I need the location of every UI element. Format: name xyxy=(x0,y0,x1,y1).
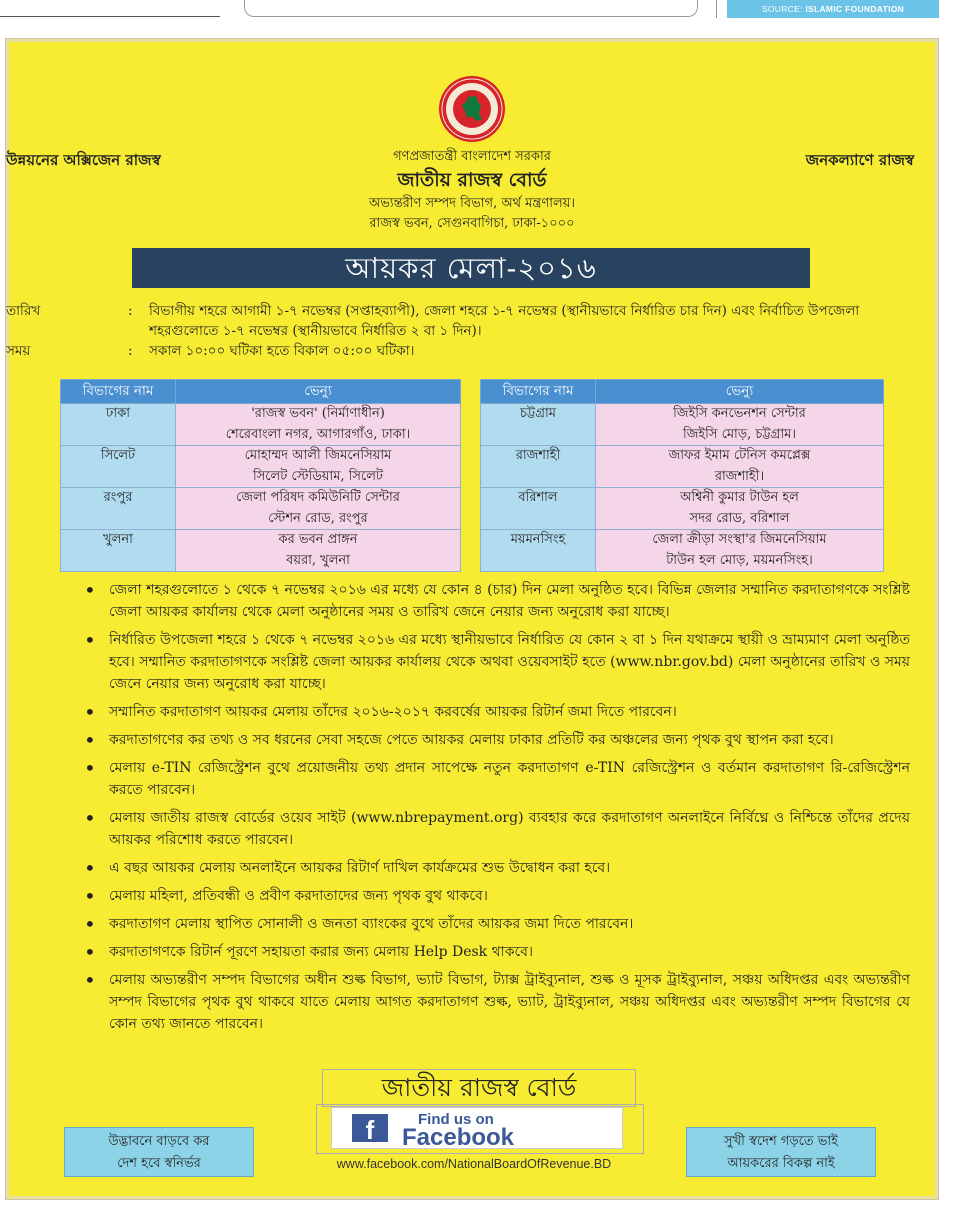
venue-line: জাফর ইমাম টেনিস কমপ্লেক্স xyxy=(668,448,811,463)
date-text: বিভাগীয় শহরে আগামী ১-৭ নভেম্বর (সপ্তাহব্যাপী), জেলা শহরে ১-৭ নভেম্বর (স্থানীয়ভাবে নির্ধারিত চার দিন) এবং নির্বাচিত উপজেলা শহরগুলোতে ১-৭ নভেম্বর (স্থানীয়ভাবে নির্ধারিত ২ বা ১ দিন)। xyxy=(149,303,860,339)
board-name: জাতীয় রাজস্ব বোর্ড xyxy=(397,169,547,191)
venue-line: জিইসি মোড়, চট্টগ্রাম। xyxy=(683,426,796,442)
board-address: রাজস্ব ভবন, সেগুনবাগিচা, ঢাকা-১০০০ xyxy=(369,216,575,231)
division-name: অভ্যন্তরীণ সম্পদ বিভাগ, অর্থ মন্ত্রণালয়। xyxy=(368,196,576,211)
date-row xyxy=(6,301,938,341)
venue-line: স্টেশন রোড, রংপুর xyxy=(268,510,368,526)
top-vertical-divider xyxy=(716,0,717,18)
slogan-line: দেশ হবে স্বনির্ভর xyxy=(117,1156,201,1171)
division-header: বিভাগের নাম xyxy=(481,380,596,404)
division-cell: রংপুর xyxy=(61,488,176,530)
venue-cell xyxy=(596,530,884,572)
venue-line: সিলেট স্টেডিয়াম, সিলেট xyxy=(252,468,383,484)
date-label: তারিখ xyxy=(6,303,41,319)
source-name: ISLAMIC FOUNDATION xyxy=(805,4,905,14)
header-center-block xyxy=(256,147,688,234)
top-divider-line xyxy=(0,16,220,17)
header-left-slogan: উন্নয়নের অক্সিজেন রাজস্ব xyxy=(6,151,161,169)
venue-line: অশ্বিনী কুমার টাউন হল xyxy=(680,490,799,505)
venue-table-left xyxy=(60,379,461,572)
facebook-find-text: Find us on xyxy=(418,1111,494,1128)
division-header: বিভাগের নাম xyxy=(61,380,176,404)
venue-header: ভেন্যু xyxy=(596,380,884,404)
facebook-url-link[interactable]: www.facebook.com/NationalBoardOfRevenue.BD xyxy=(336,1157,612,1171)
venue-cell xyxy=(176,530,461,572)
division-cell: বরিশাল xyxy=(481,488,596,530)
source-prefix: SOURCE: xyxy=(761,4,803,14)
division-cell: সিলেট xyxy=(61,446,176,488)
venue-cell xyxy=(596,488,884,530)
top-frame xyxy=(244,0,698,17)
venue-cell xyxy=(176,404,461,446)
venue-line: জেলা ক্রীড়া সংস্থা'র জিমনেসিয়াম xyxy=(652,532,827,547)
list-item: • করদাতাগণের কর তথ্য ও সব ধরনের সেবা সহজে পেতে আয়কর মেলায় ঢাকার প্রতিটি কর অঞ্চলের জন্য পৃথক বুথ স্থাপন করা হবে। xyxy=(109,729,910,751)
table-row xyxy=(61,404,461,446)
time-label: সময় xyxy=(6,343,31,359)
venue-line: জেলা পরিষদ কমিউনিটি সেন্টার xyxy=(236,490,400,505)
venue-table-right xyxy=(480,379,884,572)
notice-list xyxy=(6,579,938,1041)
venue-cell xyxy=(596,404,884,446)
list-item: • জেলা শহরগুলোতে ১ থেকে ৭ নভেম্বর ২০১৬ এর মধ্যে যে কোন ৪ (চার) দিন মেলা অনুষ্ঠিত হবে। বিভিন্ন জেলার সম্মানিত করদাতাগণকে সংশ্লিষ্ট জেলা আয়কর কার্যালয় থেকে মেলা অনুষ্ঠানের সময় ও তারিখ জেনে নেয়ার জন্য অনুরোধ করা যাচ্ছে। xyxy=(109,579,910,623)
division-cell: চট্টগ্রাম xyxy=(481,404,596,446)
list-item: • করদাতাগণকে রিটার্ন পূরণে সহায়তা করার জন্য মেলায় Help Desk থাকবে। xyxy=(109,941,910,963)
facebook-icon: f xyxy=(352,1114,388,1142)
division-cell: ঢাকা xyxy=(61,404,176,446)
venue-line: সদর রোড, বরিশাল xyxy=(689,510,790,526)
table-row xyxy=(481,446,884,488)
footer-slogan-right xyxy=(686,1127,876,1177)
government-name: গণপ্রজাতন্ত্রী বাংলাদেশ সরকার xyxy=(393,149,551,164)
time-colon: : xyxy=(128,343,133,359)
list-item: • মেলায় e-TIN রেজিস্ট্রেশন বুথে প্রয়োজনীয় তথ্য প্রদান সাপেক্ষে নতুন করদাতাগণ e-TIN রেজিস্ট্রেশন ও বর্তমান করদাতাগণ রি-রেজিস্ট্রেশন করতে পারবেন। xyxy=(109,757,910,801)
venue-cell xyxy=(596,446,884,488)
table-row xyxy=(61,446,461,488)
venue-header: ভেন্যু xyxy=(176,380,461,404)
source-credit xyxy=(727,0,939,18)
fair-title-banner: আয়কর মেলা-২০১৬ xyxy=(132,248,810,288)
table-row xyxy=(61,488,461,530)
venue-cell xyxy=(176,488,461,530)
slogan-line: উদ্ভাবনে বাড়বে কর xyxy=(108,1134,210,1149)
division-cell: ময়মনসিংহ xyxy=(481,530,596,572)
table-row xyxy=(481,488,884,530)
list-item: • মেলায় মহিলা, প্রতিবন্ধী ও প্রবীণ করদাতাদের জন্য পৃথক বুথ থাকবে। xyxy=(109,885,910,907)
list-item: • সম্মানিত করদাতাগণ আয়কর মেলায় তাঁদের ২০১৬-২০১৭ করবর্ষের আয়কর রিটার্ন জমা দিতে পারবেন। xyxy=(109,701,910,723)
time-row xyxy=(6,341,938,361)
list-item: • নির্ধারিত উপজেলা শহরে ১ থেকে ৭ নভেম্বর ২০১৬ এর মধ্যে স্থানীয়ভাবে নির্ধারিত যে কোন ২ বা ১ দিন যথাক্রমে স্থায়ী ও ভ্রাম্যমাণ মেলা অনুষ্ঠিত হবে। সম্মানিত করদাতাগণকে সংশ্লিষ্ট জেলা আয়কর কার্যালয় থেকে অথবা ওয়েবসাইট হতে (www.nbr.gov.bd) মেলা অনুষ্ঠানের তারিখ ও সময় জেনে নেয়ার জন্য অনুরোধ করা যাচ্ছে। xyxy=(109,629,910,695)
header-right-slogan: জনকল্যাণে রাজস্ব xyxy=(805,151,914,169)
list-item: • করদাতাগণ মেলায় স্থাপিত সোনালী ও জনতা ব্যাংকের বুথে তাঁদের আয়কর জমা দিতে পারবেন। xyxy=(109,913,910,935)
government-emblem-icon xyxy=(438,75,506,143)
list-item: • এ বছর আয়কর মেলায় অনলাইনে আয়কর রিটার্ণ দাখিল কার্যক্রমের শুভ উদ্বোধন করা হবে। xyxy=(109,857,910,879)
venue-line: মোহাম্মদ আলী জিমনেসিয়াম xyxy=(244,448,392,463)
venue-line: রাজশাহী। xyxy=(714,468,765,484)
list-item: • মেলায় জাতীয় রাজস্ব বোর্ডের ওয়েব সাইট (www.nbrepayment.org) ব্যবহার করে করদাতাগণ অনলাইনে নির্বিঘ্নে ও নিশ্চিন্তে তাঁদের প্রদেয় আয়কর পরিশোধ করতে পারবেন। xyxy=(109,807,910,851)
venue-cell xyxy=(176,446,461,488)
division-cell: রাজশাহী xyxy=(481,446,596,488)
venue-line: 'রাজস্ব ভবন' (নির্মাণাধীন) xyxy=(251,406,385,421)
date-colon: : xyxy=(128,303,133,319)
venue-line: জিইসি কনভেনশন সেন্টার xyxy=(673,406,806,421)
schedule-info xyxy=(6,301,938,361)
list-item: • মেলায় অভ্যন্তরীণ সম্পদ বিভাগের অধীন শুল্ক বিভাগ, ভ্যাট বিভাগ, ট্যাক্স ট্রাইব্যুনাল, শুল্ক ও মূসক ট্রাইব্যুনাল, সঞ্চয় অধিদপ্তর এবং অভ্যন্তরীণ সম্পদ বিভাগের পৃথক বুথ থাকবে যাতে মেলায় আগত করদাতাগণ শুল্ক, ভ্যাট, ট্রাইব্যুনাল, সঞ্চয় অধিদপ্তর এবং অভ্যন্তরীণ সম্পদ বিভাগের যে কোন তথ্য জানতে পারবেন। xyxy=(109,969,910,1035)
table-row xyxy=(481,404,884,446)
time-text: সকাল ১০:০০ ঘটিকা হতে বিকাল ০৫:০০ ঘটিকা। xyxy=(149,343,415,359)
venue-line: বয়রা, খুলনা xyxy=(286,552,350,568)
tax-fair-poster xyxy=(5,38,939,1200)
facebook-wordmark: Facebook xyxy=(402,1124,515,1151)
footer-slogan-left xyxy=(64,1127,254,1177)
venue-line: টাউন হল মোড়, ময়মনসিংহ। xyxy=(666,552,813,568)
table-row xyxy=(481,530,884,572)
venue-line: কর ভবন প্রাঙ্গন xyxy=(278,532,358,547)
division-cell: খুলনা xyxy=(61,530,176,572)
slogan-line: সুখী স্বদেশ গড়তে ভাই xyxy=(724,1134,838,1149)
footer-board-name: জাতীয় রাজস্ব বোর্ড xyxy=(322,1069,636,1107)
slogan-line: আয়করের বিকল্প নাই xyxy=(727,1156,835,1171)
venue-line: শেরেবাংলা নগর, আগারগাঁও, ঢাকা। xyxy=(225,426,411,442)
table-row xyxy=(61,530,461,572)
